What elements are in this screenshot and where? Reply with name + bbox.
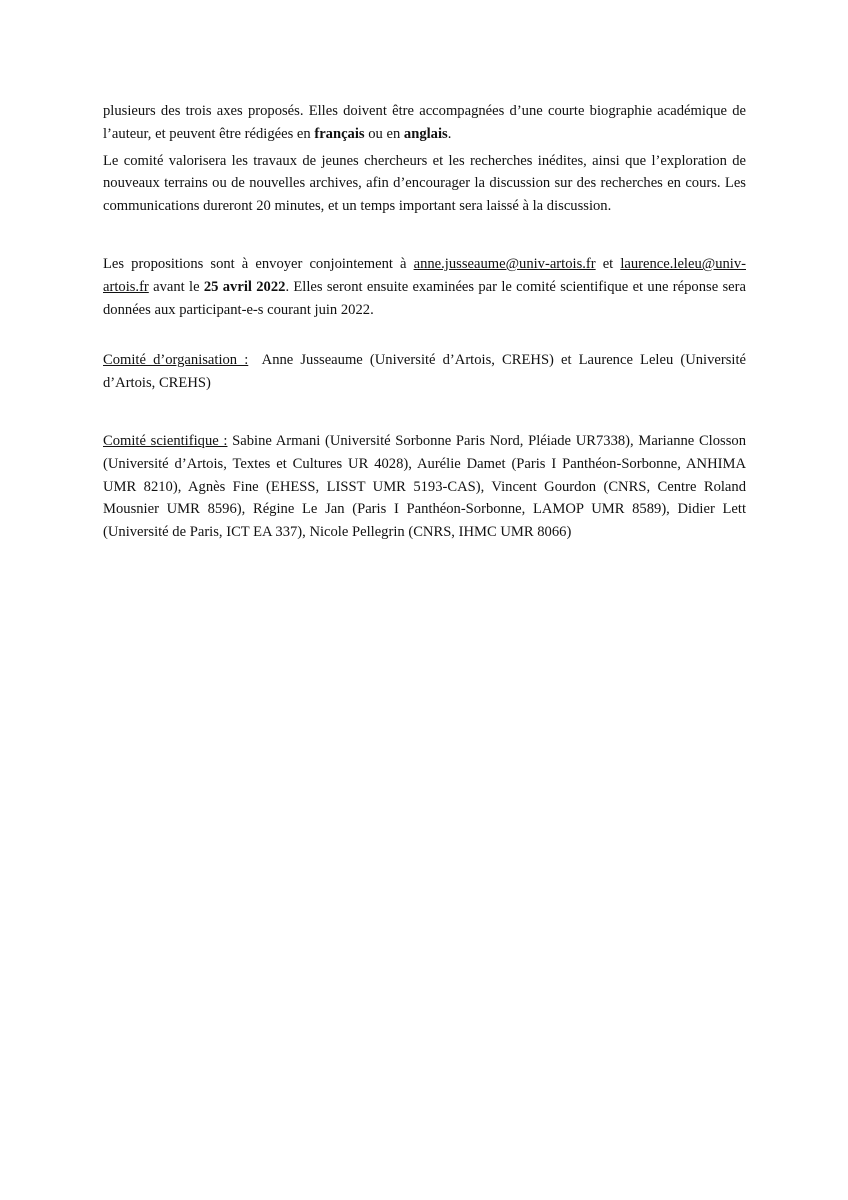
email-link-jusseaume[interactable]: anne.jusseaume@univ-artois.fr: [413, 255, 596, 272]
organising-committee-label: Comité d’organisation :: [103, 352, 249, 369]
paragraph-committee-priorities: Le comité valorisera les travaux de jeunes chercheurs et les recherches inédites, ainsi que l’exploration de nouveaux terrains ou de nouvelles archives, afin d’encourager la discussion sur des recherches en cours. Les communications dureront 20 minutes, et un temps important sera laissé à la discussion.: [103, 152, 746, 215]
scientific-committee-label: Comité scientifique :: [103, 432, 228, 449]
deadline-date: 25 avril 2022: [203, 278, 286, 295]
paragraph-organising-committee: Comité d’organisation : Anne Jusseaume (Université d’Artois, CREHS) et Laurence Leleu (Université d’Artois, CREHS): [103, 352, 750, 392]
paragraph-submission-format: plusieurs des trois axes proposés. Elles doivent être accompagnées d’une courte biographie académique de l’auteur, et peuvent être rédigées en français ou en anglais.: [103, 103, 746, 142]
language-english: anglais: [403, 125, 448, 142]
paragraph-submission-contacts: Les propositions sont à envoyer conjointement à anne.jusseaume@univ-artois.fr et laurence.leleu@univ-artois.fr avant le 25 avril 2022. Elles seront ensuite examinées par le comité scientifique et une réponse sera données aux participant-e-s courant juin 2022.: [103, 255, 746, 318]
language-french: français: [314, 125, 365, 142]
document-body: [103, 100, 750, 544]
paragraph-scientific-committee: Comité scientifique : Sabine Armani (Université Sorbonne Paris Nord, Pléiade UR7338), Marianne Closson (Université d’Artois, Textes et Cultures UR 4028), Aurélie Damet (Paris I Panthéon-Sorbonne, ANHIMA UMR 8210), Agnès Fine (EHESS, LISST UMR 5193-CAS), Vincent Gourdon (CNRS, Centre Roland Mousnier UMR 8596), Régine Le Jan (Paris I Panthéon-Sorbonne, LAMOP UMR 8589), Didier Lett (Université de Paris, ICT EA 337), Nicole Pellegrin (CNRS, IHMC UMR 8066): [103, 432, 750, 541]
email-link-leleu[interactable]: laurence.leleu@univ-artois.fr: [103, 255, 746, 295]
